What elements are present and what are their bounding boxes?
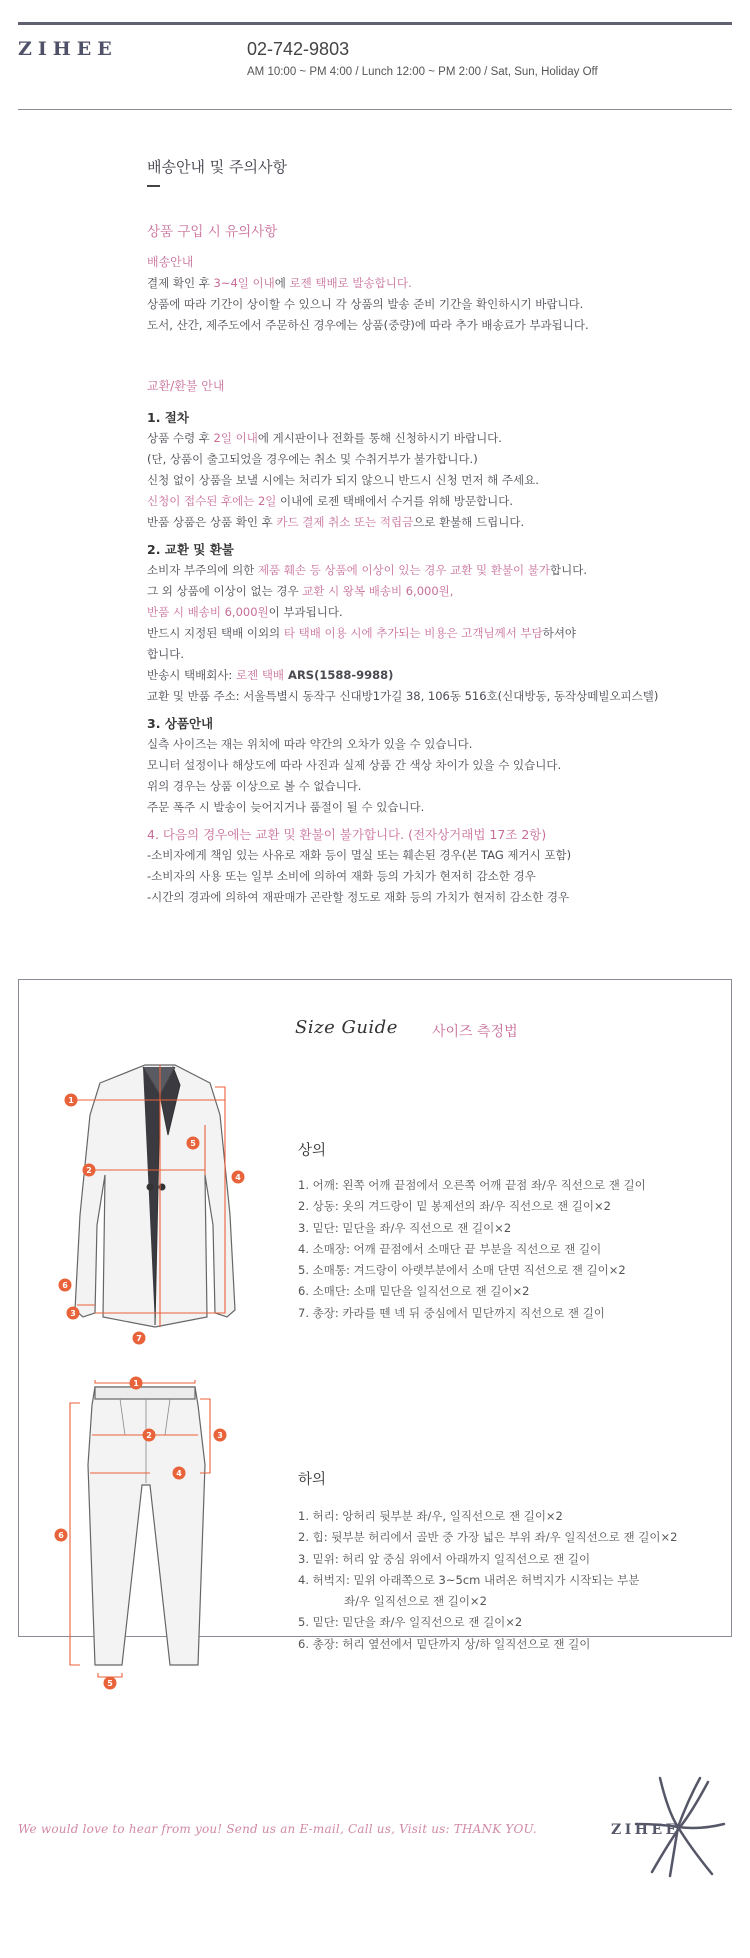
exchange-line-6 — [147, 665, 687, 686]
notice-heading: 상품 구입 시 유의사항 — [147, 224, 278, 240]
highlight: 로젠 택배 — [235, 668, 285, 682]
highlight: 로젠 택배로 발송합니다. — [289, 276, 412, 290]
top-measure-item: 3. 밑단: 밑단을 좌/우 직선으로 잰 길이×2 — [298, 1220, 512, 1235]
pants-marker-5: 5 — [107, 1679, 113, 1688]
coat-marker-3: 3 — [70, 1309, 76, 1318]
coat-marker-7: 7 — [136, 1334, 142, 1343]
exchange-line-4 — [147, 623, 687, 644]
product-info-line-2: 모니터 설정이나 해상도에 따라 사진과 실제 상품 간 색상 차이가 있을 수 있습니다. — [147, 758, 562, 772]
brand-logo: ZIHEE — [18, 38, 118, 60]
text: 결제 확인 후 — [147, 276, 214, 290]
bottom-measure-item: 좌/우 일직선으로 잰 길이×2 — [298, 1594, 487, 1609]
shipping-subheading: 배송안내 — [147, 255, 194, 269]
header-top-rule — [18, 22, 732, 25]
highlight: 교환 시 왕복 배송비 6,000원, — [302, 584, 454, 598]
procedure-line-2: (단, 상품이 출고되었을 경우에는 취소 및 수취거부가 불가합니다.) — [147, 452, 478, 466]
text: 반품 상품은 상품 확인 후 — [147, 515, 277, 529]
highlight: 타 택배 이용 시에 추가되는 비용은 고객님께서 부담 — [283, 626, 543, 640]
text: 상품 수령 후 — [147, 431, 214, 445]
highlight: 3~4일 이내 — [213, 276, 275, 290]
shipping-block — [147, 252, 687, 336]
shipping-line-1 — [147, 273, 687, 294]
size-guide-title: 사이즈 측정법 — [432, 1024, 518, 1040]
exchange-line-5: 합니다. — [147, 647, 184, 661]
bottom-measure-item: 6. 총장: 허리 옆선에서 밑단까지 상/하 일직선으로 잰 길이 — [298, 1636, 591, 1651]
pants-marker-1: 1 — [133, 1379, 139, 1388]
bottom-measure-list — [298, 1506, 677, 1655]
coat-illustration — [55, 1055, 255, 1360]
header-bottom-rule — [18, 109, 732, 110]
highlight: 제품 훼손 등 상품에 이상이 있는 경우 교환 및 환불이 불가 — [257, 563, 551, 577]
pants-marker-2: 2 — [146, 1431, 152, 1440]
text: 으로 환불해 드립니다. — [413, 515, 525, 529]
text: 반드시 지정된 택배 이외의 — [147, 626, 284, 640]
top-measure-item: 1. 어깨: 왼쪽 어깨 끝점에서 오른쪽 어깨 끝점 좌/우 직선으로 잰 길이 — [298, 1178, 646, 1192]
bottom-measure-item: 5. 밑단: 밑단을 좌/우 일직선으로 잰 길이×2 — [298, 1615, 523, 1630]
top-measure-item: 5. 소매통: 겨드랑이 아랫부분에서 소매 단면 직선으로 잰 길이×2 — [298, 1263, 626, 1278]
exchange-line-2 — [147, 581, 687, 602]
section-title: 배송안내 및 주의사항 — [147, 158, 287, 176]
procedure-line-5 — [147, 512, 687, 533]
highlight: 카드 결제 취소 또는 적립금 — [276, 515, 414, 529]
pants-illustration — [50, 1375, 240, 1695]
bottom-measure-item: 3. 밑위: 허리 앞 중심 위에서 아래까지 일직선으로 잰 길이 — [298, 1551, 591, 1566]
bottom-category-title: 하의 — [298, 1472, 327, 1488]
exchange-subheading: 교환/환불 안내 — [147, 379, 225, 393]
top-measure-item: 6. 소매단: 소매 밑단을 일직선으로 잰 길이×2 — [298, 1284, 530, 1299]
non-refundable-line-3: -시간의 경과에 의하여 재판매가 곤란할 정도로 재화 등의 가치가 현저히 감소한 경우 — [147, 890, 570, 904]
exchange-refund-title: 2. 교환 및 환불 — [147, 542, 234, 557]
phone-number: 02-742-9803 — [247, 39, 350, 59]
footer-message: We would love to hear from you! Send us an E-mail, Call us, Visit us: THANK YOU. — [18, 1822, 537, 1836]
pants-marker-3: 3 — [217, 1431, 223, 1440]
exchange-line-1 — [147, 560, 687, 581]
top-measure-item: 2. 상동: 옷의 겨드랑이 밑 봉제선의 좌/우 직선으로 잰 길이×2 — [298, 1199, 611, 1214]
text: 그 외 상품에 이상이 없는 경우 — [147, 584, 303, 598]
notice-section — [147, 222, 687, 908]
exchange-refund-block — [147, 539, 687, 707]
product-info-line-1: 실측 사이즈는 재는 위치에 따라 약간의 오차가 있을 수 있습니다. — [147, 737, 473, 751]
top-measure-item: 7. 총장: 카라를 뗀 넥 뒤 중심에서 밑단까지 직선으로 잰 길이 — [298, 1305, 605, 1320]
text: 에 — [274, 276, 290, 290]
product-info-block — [147, 713, 687, 818]
text: 합니다. — [550, 563, 587, 577]
coat-marker-1: 1 — [68, 1096, 74, 1105]
coat-marker-6: 6 — [62, 1281, 68, 1290]
bottom-measure-item: 2. 힙: 뒷부분 허리에서 골반 중 가장 넓은 부위 좌/우 일직선으로 잰 길이×2 — [298, 1530, 678, 1545]
text: ARS(1588-9988) — [284, 668, 394, 682]
product-info-line-4: 주문 폭주 시 발송이 늦어지거나 품절이 될 수 있습니다. — [147, 800, 425, 814]
bottom-measure-item: 4. 허벅지: 밑위 아래쪽으로 3~5cm 내려온 허벅지가 시작되는 부분 — [298, 1572, 640, 1587]
highlight: 2일 이내 — [213, 431, 258, 445]
pants-marker-6: 6 — [58, 1531, 64, 1540]
coat-marker-5: 5 — [190, 1139, 196, 1148]
procedure-line-1 — [147, 428, 687, 449]
section-title-underline — [147, 185, 160, 187]
product-info-title: 3. 상품안내 — [147, 716, 214, 731]
text: 에 게시판이나 전화를 통해 신청하시기 바랍니다. — [257, 431, 502, 445]
exchange-line-7: 교환 및 반품 주소: 서울특별시 동작구 신대방1가길 38, 106동 516호(신대방동, 동작상떼빌오피스텔) — [147, 689, 659, 703]
procedure-title: 1. 절차 — [147, 410, 189, 425]
non-refundable-block — [147, 824, 687, 908]
text: 이내에 로젠 택배에서 수거를 위해 방문합니다. — [276, 494, 514, 508]
top-measure-list — [298, 1175, 646, 1324]
business-hours: AM 10:00 ~ PM 4:00 / Lunch 12:00 ~ PM 2:00 / Sat, Sun, Holiday Off — [247, 66, 598, 78]
shipping-line-2: 상품에 따라 기간이 상이할 수 있으니 각 상품의 발송 준비 기간을 확인하시기 바랍니다. — [147, 297, 584, 311]
highlight: 신청이 접수된 후에는 2일 — [147, 494, 277, 508]
text: 하셔야 — [542, 626, 577, 640]
non-refundable-line-2: -소비자의 사용 또는 일부 소비에 의하여 재화 등의 가치가 현저히 감소한 경우 — [147, 869, 536, 883]
exchange-line-3 — [147, 602, 687, 623]
footer-logo: ZIHEE — [611, 1822, 680, 1838]
procedure-block — [147, 407, 687, 533]
top-category-title: 상의 — [298, 1143, 327, 1159]
coat-marker-2: 2 — [86, 1166, 92, 1175]
product-info-line-3: 위의 경우는 상품 이상으로 볼 수 없습니다. — [147, 779, 362, 793]
coat-marker-4: 4 — [235, 1173, 241, 1182]
procedure-line-4 — [147, 491, 687, 512]
top-measure-item: 4. 소매장: 어깨 끝점에서 소매단 끝 부분을 직선으로 잰 길이 — [298, 1241, 602, 1256]
text: 반송시 택배회사: — [147, 668, 236, 682]
size-guide-script-title: Size Guide — [295, 1017, 398, 1038]
text: 이 부과됩니다. — [268, 605, 343, 619]
pants-marker-4: 4 — [176, 1469, 182, 1478]
highlight: 반품 시 배송비 6,000원 — [147, 605, 269, 619]
non-refundable-line-1: -소비자에게 책임 있는 사유로 재화 등이 멸실 또는 훼손된 경우(본 TAG 제거시 포함) — [147, 848, 572, 862]
bottom-measure-item: 1. 허리: 앙허리 뒷부분 좌/우, 일직선으로 잰 길이×2 — [298, 1509, 563, 1523]
text: 소비자 부주의에 의한 — [147, 563, 258, 577]
procedure-line-3: 신청 없이 상품을 보낼 시에는 처리가 되지 않으니 반드시 신청 먼저 해 주세요. — [147, 473, 539, 487]
shipping-line-3: 도서, 산간, 제주도에서 주문하신 경우에는 상품(중량)에 따라 추가 배송료가 부과됩니다. — [147, 318, 589, 332]
non-refundable-title: 4. 다음의 경우에는 교환 및 환불이 불가합니다. (전자상거래법 17조 2항) — [147, 827, 547, 842]
